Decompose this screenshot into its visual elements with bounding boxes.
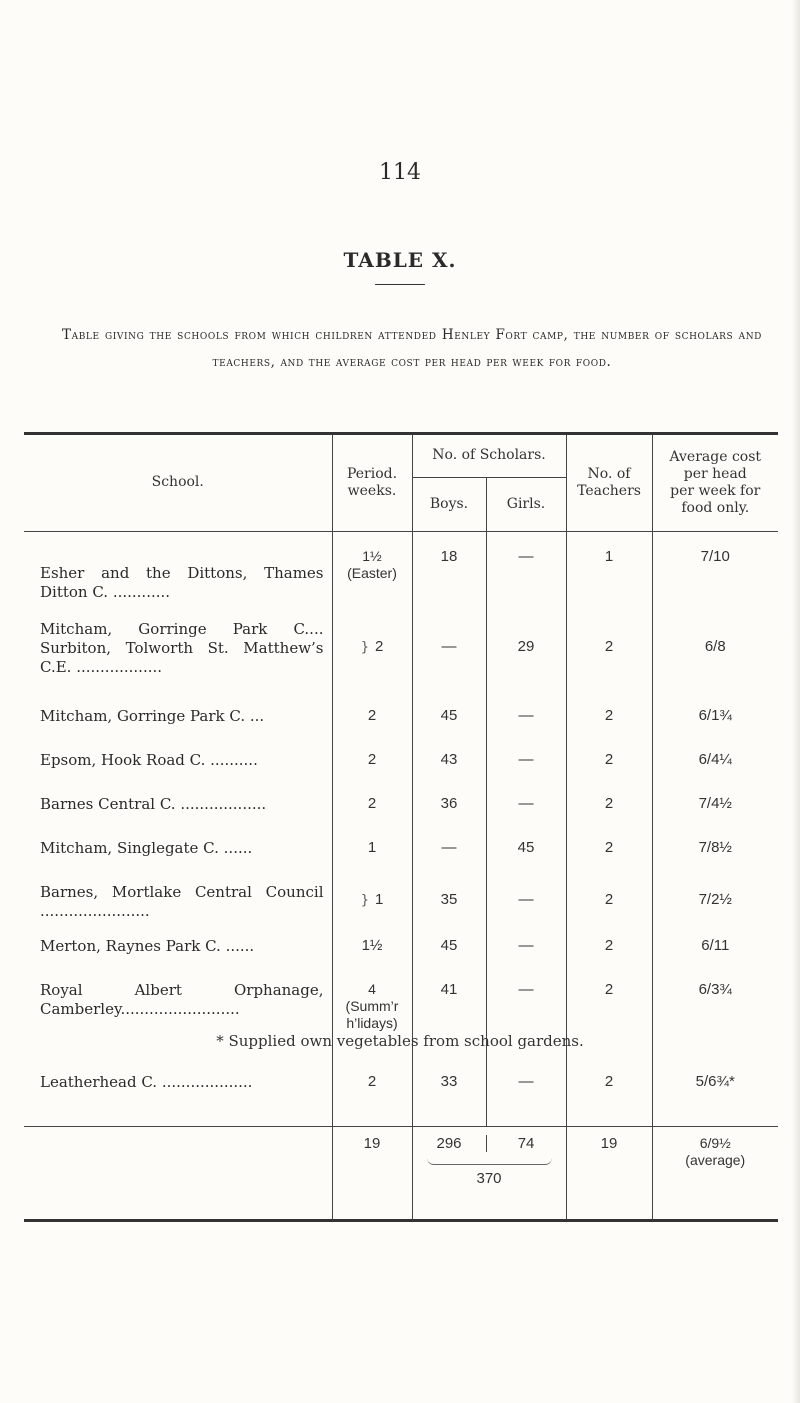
table-row	[24, 531, 778, 602]
table-row	[24, 873, 778, 927]
total-scholars: 370	[476, 1170, 502, 1187]
school-name: Esher and the Dittons, Thames Ditton C. ............	[40, 563, 324, 601]
boys-cell: 45	[412, 927, 486, 971]
table-row	[24, 971, 778, 1067]
period-cell: 1½ (Easter)	[332, 531, 412, 602]
girls-cell: —	[486, 927, 566, 971]
table-row	[24, 602, 778, 697]
school-name: Mitcham, Gorringe Park C.... Surbiton, Tolworth St. Matthew’s C.E. ..................	[40, 619, 324, 676]
cost-cell: 7/8½	[652, 829, 778, 873]
boys-cell: —	[412, 829, 486, 873]
page-edge	[792, 0, 800, 1403]
header-school: School.	[24, 435, 332, 531]
cost-cell: 6/3¾	[652, 971, 778, 1067]
period-cell: 2	[332, 741, 412, 785]
cost-cell: 6/8	[652, 602, 778, 697]
school-name: Merton, Raynes Park C. ......	[40, 936, 255, 955]
girls-cell: —	[486, 971, 566, 1067]
girls-cell: —	[486, 697, 566, 741]
teachers-cell: 2	[566, 873, 652, 927]
header-boys: Boys.	[412, 477, 486, 531]
period-cell: } 1	[332, 873, 412, 927]
table-row	[24, 1067, 778, 1127]
table-row	[24, 829, 778, 873]
total-girls: 74	[486, 1135, 566, 1152]
girls-cell: —	[486, 741, 566, 785]
teachers-cell: 2	[566, 602, 652, 697]
table-header	[24, 435, 778, 531]
cost-cell: 7/10	[652, 531, 778, 602]
brace-icon: }	[360, 639, 369, 655]
cost-cell: 6/11	[652, 927, 778, 971]
totals-row	[24, 1127, 778, 1219]
header-scholars: No. of Scholars.	[412, 435, 566, 477]
total-scholars-cell	[412, 1127, 566, 1219]
table-bottom-rule	[24, 1219, 778, 1222]
scholars-brace	[413, 1152, 566, 1190]
boys-cell: 36	[412, 785, 486, 829]
boys-cell: 45	[412, 697, 486, 741]
title-rule	[375, 284, 425, 285]
cost-cell: 6/1¾	[652, 697, 778, 741]
boys-cell: —	[412, 602, 486, 697]
data-table-wrapper	[24, 432, 778, 1222]
girls-cell: —	[486, 785, 566, 829]
period-cell: 1½	[332, 927, 412, 971]
teachers-cell: 2	[566, 741, 652, 785]
table-caption: Table giving the schools from which children attended Henley Fort camp, the number of scholars and teachers, and the average cost per head per week for food.	[62, 327, 762, 370]
boys-cell: 35	[412, 873, 486, 927]
school-name: Mitcham, Gorringe Park C. ...	[40, 706, 265, 725]
table-row	[24, 927, 778, 971]
teachers-cell: 2	[566, 829, 652, 873]
total-cost: 6/9½ (average)	[652, 1127, 778, 1219]
period-cell: 2	[332, 785, 412, 829]
brace-icon: }	[360, 892, 369, 908]
table-title: TABLE X.	[343, 248, 457, 272]
footnote: * Supplied own vegetables from school gardens.	[216, 1032, 584, 1050]
period-cell: 2	[332, 1067, 412, 1127]
cost-cell: 7/4½	[652, 785, 778, 829]
teachers-cell: 2	[566, 927, 652, 971]
cost-cell: 7/2½	[652, 873, 778, 927]
cost-cell: 5/6¾*	[652, 1067, 778, 1127]
period-cell: 1	[332, 829, 412, 873]
table-body	[24, 531, 778, 1219]
school-name: Leatherhead C. ...................	[40, 1072, 253, 1091]
teachers-cell: 2	[566, 971, 652, 1067]
header-girls: Girls.	[486, 477, 566, 531]
page-number: 114	[379, 160, 421, 185]
boys-cell: 41	[412, 971, 486, 1067]
teachers-cell: 2	[566, 1067, 652, 1127]
school-name: Mitcham, Singlegate C. ......	[40, 838, 253, 857]
total-teachers: 19	[566, 1127, 652, 1219]
table-row	[24, 697, 778, 741]
total-period: 19	[332, 1127, 412, 1219]
school-name: Epsom, Hook Road C. ..........	[40, 750, 258, 769]
school-name: Royal Albert Orphanage, Camberley.........................	[40, 980, 324, 1018]
period-cell: 4 (Summ’r h’lidays)	[332, 971, 412, 1067]
table-row	[24, 741, 778, 785]
boys-cell: 18	[412, 531, 486, 602]
total-boys: 296	[436, 1135, 462, 1152]
girls-cell: 45	[486, 829, 566, 873]
totals-label-cell	[24, 1127, 332, 1219]
teachers-cell: 2	[566, 785, 652, 829]
period-cell: 2	[332, 697, 412, 741]
table-row	[24, 785, 778, 829]
boys-cell: 33	[412, 1067, 486, 1127]
data-table	[24, 435, 778, 1219]
girls-cell: —	[486, 873, 566, 927]
period-cell: } 2	[332, 602, 412, 697]
teachers-cell: 2	[566, 697, 652, 741]
header-period: Period. weeks.	[332, 435, 412, 531]
teachers-cell: 1	[566, 531, 652, 602]
cost-cell: 6/4¼	[652, 741, 778, 785]
school-name: Barnes Central C. ..................	[40, 794, 267, 813]
boys-cell: 43	[412, 741, 486, 785]
header-teachers: No. of Teachers	[566, 435, 652, 531]
girls-cell: —	[486, 531, 566, 602]
header-cost: Average cost per head per week for food only.	[652, 435, 778, 531]
girls-cell: 29	[486, 602, 566, 697]
school-name: Barnes, Mortlake Central Council .......................	[40, 882, 324, 920]
girls-cell: —	[486, 1067, 566, 1127]
